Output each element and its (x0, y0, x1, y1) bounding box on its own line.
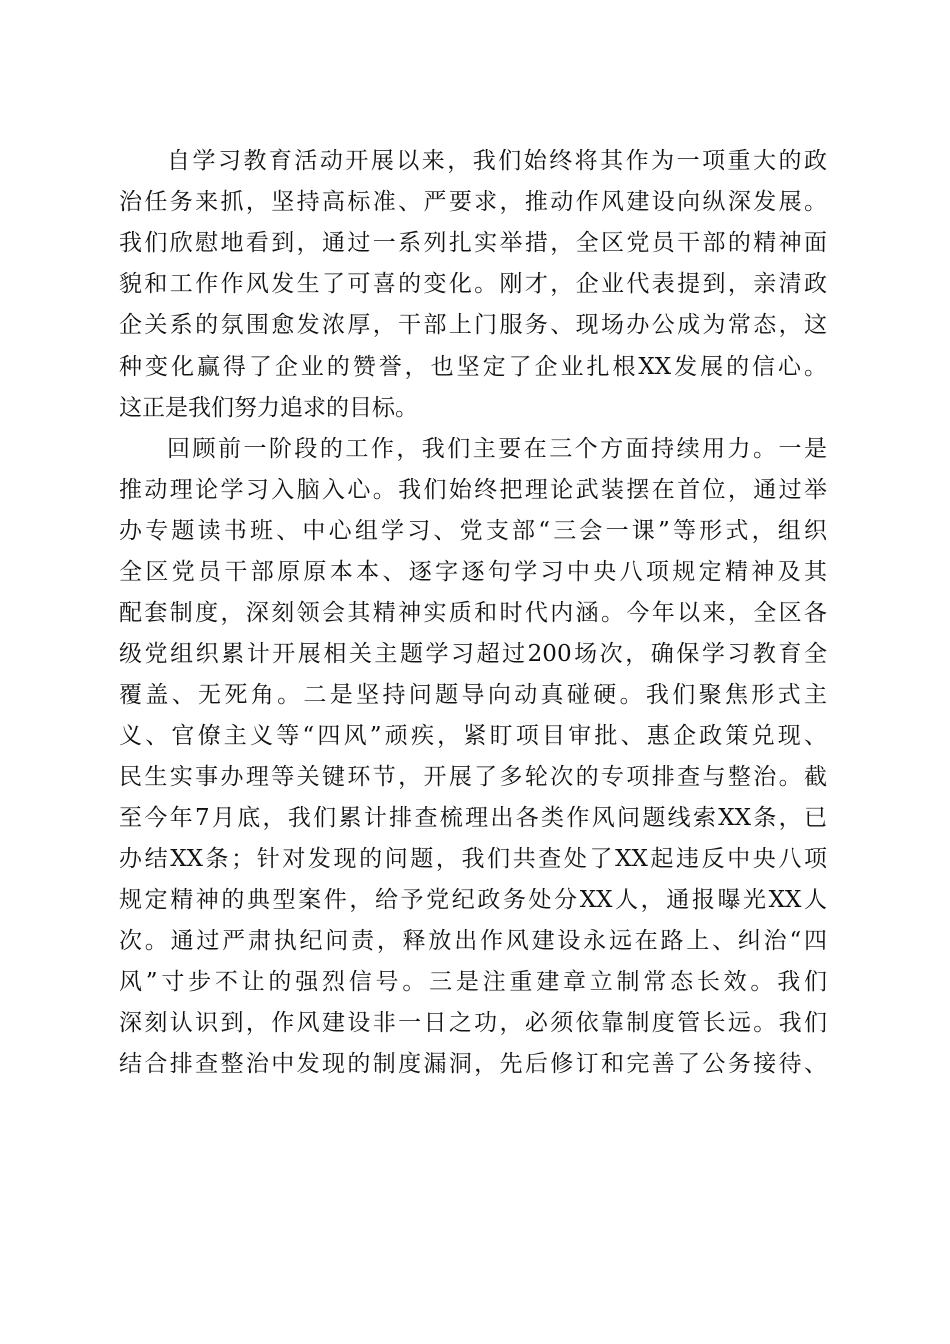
text-line: 至今年7月底，我们累计排查梳理出各类作风问题线索XX条，已 (119, 805, 827, 831)
text-line: 风”寸步不让的强烈信号。三是注重建章立制常态长效。我们 (119, 969, 827, 995)
text-line: 办结XX条；针对发现的问题，我们共查处了XX起违反中央八项 (119, 846, 827, 872)
text-line: 种变化赢得了企业的赞誉，也坚定了企业扎根XX发展的信心。 (119, 354, 827, 380)
text-line: 这正是我们努力追求的目标。 (119, 395, 418, 421)
text-line: 覆盖、无死角。二是坚持问题导向动真碰硬。我们聚焦形式主 (119, 682, 827, 708)
text-line: 回顾前一阶段的工作，我们主要在三个方面持续用力。一是 (167, 436, 827, 462)
text-line: 貌和工作作风发生了可喜的变化。刚才，企业代表提到，亲清政 (119, 271, 827, 297)
text-line: 民生实事办理等关键环节，开展了多轮次的专项排查与整治。截 (119, 764, 827, 790)
text-line: 我们欣慰地看到，通过一系列扎实举措，全区党员干部的精神面 (119, 230, 827, 256)
text-line: 规定精神的典型案件，给予党纪政务处分XX人，通报曝光XX人 (119, 887, 827, 913)
text-line: 自学习教育活动开展以来，我们始终将其作为一项重大的政 (167, 148, 827, 174)
text-line: 全区党员干部原原本本、逐字逐句学习中央八项规定精神及其 (119, 559, 827, 585)
text-line: 企关系的氛围愈发浓厚，干部上门服务、现场办公成为常态，这 (119, 312, 827, 338)
text-line: 次。通过严肃执纪问责，释放出作风建设永远在路上、纠治“四 (119, 928, 827, 954)
text-line: 推动理论学习入脑入心。我们始终把理论武装摆在首位，通过举 (119, 477, 827, 503)
text-line: 治任务来抓，坚持高标准、严要求，推动作风建设向纵深发展。 (119, 189, 827, 215)
text-line: 结合排查整治中发现的制度漏洞，先后修订和完善了公务接待、 (119, 1051, 827, 1077)
text-line: 配套制度，深刻领会其精神实质和时代内涵。今年以来，全区各 (119, 600, 827, 626)
text-line: 义、官僚主义等“四风”顽疾，紧盯项目审批、惠企政策兑现、 (119, 723, 827, 749)
text-line: 深刻认识到，作风建设非一日之功，必须依靠制度管长远。我们 (119, 1010, 827, 1036)
text-line: 级党组织累计开展相关主题学习超过200场次，确保学习教育全 (119, 641, 827, 667)
text-line: 办专题读书班、中心组学习、党支部“三会一课”等形式，组织 (119, 518, 827, 544)
